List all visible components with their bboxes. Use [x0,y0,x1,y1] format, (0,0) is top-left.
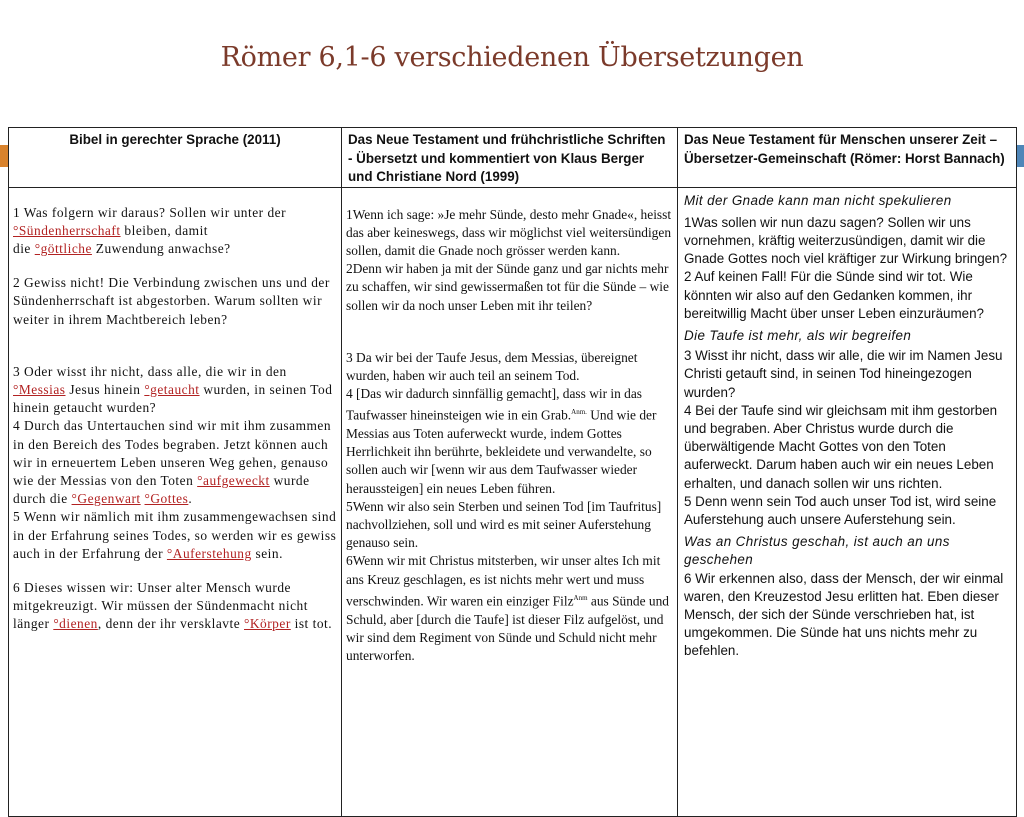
verse-text: Und wie der Messias aus Toten auferweckt wurde, indem Gottes Herrlichkeit ihn berührte, bekleidete und verwandelte, so sollen auch wir [wenn wir aus dem Taufwasser wieder heraussteigen] ein neues Leben führen. [346,407,657,496]
verse-text: bleiben, damit [120,222,209,238]
verse-text: 6 Dieses wissen wir: Unser alter Mensch wurde mitgekreuzigt. Wir müssen der Sündenmacht nicht länger [13,579,308,632]
verse-6 [346,552,673,665]
verse-3 [13,363,337,418]
header-cell-2 [342,128,678,188]
verse-1: 1Was sollen wir nun dazu sagen? Sollen wir uns vornehmen, kräftig weiterzusündigen, damit wir die Gnade Gottes noch viel kräftiger zur Wirkung bringen? [684,214,1008,267]
header-menschen-unserer-zeit: Das Neue Testament für Menschen unserer Zeit – Übersetzer-Gemeinschaft (Römer: Horst Bannach) [684,132,1005,166]
glossary-link[interactable]: °göttliche [34,240,92,256]
verse-6 [13,579,337,634]
glossary-link[interactable]: °Gegenwart [71,491,141,507]
verse-text: . [188,491,193,507]
verse-text: , denn der ihr versklavte [97,616,244,632]
verse-text: 4 Durch das Untertauchen sind wir mit ihm zusammen in den Bereich des Todes begraben. Jetzt können auch wir in erneuertem Leben unseren Weg gehen, genauso wie der Messias von den Toten [13,418,332,488]
page-title: Römer 6,1-6 verschiedenen Übersetzungen [220,42,804,73]
verse-3: 3 Da wir bei der Taufe Jesus, dem Messias, übereignet wurden, haben wir auch teil an seinem Tod. [346,349,638,383]
header-cell-3 [678,128,1017,188]
verse-text: 5 Wenn wir nämlich mit ihm zusammengewachsen sind in der Erfahrung seines Todes, so werden wir es gewiss auch in der Erfahrung der [13,509,337,561]
verse-6: 6 Wir erkennen also, dass der Mensch, der wir einmal waren, den Kreuzestod Jesu erlitten hat. Eben dieser Mensch, der sich der Sünde verschrieben hat, ist umgekommen. Die Sünde hat uns nichts mehr zu befehlen. [684,570,1004,659]
verse-5: 5 Denn wenn sein Tod auch unser Tod ist, wird seine Auferstehung auch unsere Auferstehung sein. [684,493,997,527]
verse-text: Jesus hinein [65,381,145,397]
section-heading: Die Taufe ist mehr, als wir begreifen [684,327,912,343]
verse-text: 4 [Das wir dadurch sinnfällig gemacht], dass wir in das Taufwasser hineinsteigen wie in ein Grab. [346,386,643,423]
header-bigs: Bibel in gerechter Sprache (2011) [69,132,281,147]
glossary-link[interactable]: °Gottes [144,491,189,507]
verse-1: 1Wenn ich sage: »Je mehr Sünde, desto mehr Gnade«, heisst das aber keineswegs, dass wir möglichst viel weitersündigen sollen, damit die Gnade noch grösser werden kann. [346,206,672,258]
verse-text: wurde durch die [13,472,310,507]
verse-2: 2 Auf keinen Fall! Für die Sünde sind wir tot. Wie könnten wir also auf den Gedanken kommen, ihr bereitwillig Macht über unser Leben einzuräumen? [684,269,984,321]
verse-text: wurden, in seinen Tod hinein getaucht wurden? [13,381,333,416]
verse-text: sein. [251,545,283,561]
column-bigs [9,187,342,816]
verse-3: 3 Wisst ihr nicht, dass wir alle, die wir im Namen Jesu Christi getauft sind, in seinen Tod hineingezogen wurden? [684,348,1003,400]
decorative-accent-right [1016,145,1024,167]
column-menschen-unserer-zeit [678,187,1017,816]
column-berger-nord [342,187,678,816]
header-berger-nord: Das Neue Testament und frühchristliche Schriften - Übersetzt und kommentiert von Klaus Berger und Christiane Nord (1999) [348,132,666,184]
verse-5 [13,508,337,563]
verse-4 [13,417,337,508]
glossary-link[interactable]: °Auferstehung [166,545,252,561]
footnote-marker: Anm [573,593,588,602]
verse-text: ist tot. [290,616,333,632]
verse-text: 6Wenn wir mit Christus mitsterben, wir unser altes Ich mit ans Kreuz geschlagen, es ist nichts mehr wert und muss verschwinden. Wir waren ein einziger Filz [346,553,661,609]
verse-1 [13,204,337,259]
verse-2: 2Denn wir haben ja mit der Sünde ganz und gar nichts mehr zu schaffen, wir sind gewissermaßen tot für die Sünde – wie sollen wir da noch unser Leben mit ihr teilen? [346,261,669,313]
verse-5: 5Wenn wir also sein Sterben und seinen Tod [im Taufritus] nachvollziehen, soll und wird es mit seiner Auferstehung genauso sein. [346,498,662,551]
glossary-link[interactable]: °aufgeweckt [197,472,270,488]
verse-text: 1 Was folgern wir daraus? Sollen wir unter der [13,204,287,220]
glossary-link[interactable]: °dienen [53,616,98,632]
verse-text: aus Sünde und Schuld, aber [durch die Taufe] ist dieser Filz aufgelöst, und wir sind dem Regiment von Sünde und Schuld nicht mehr unterworfen. [346,593,669,663]
verse-4: 4 Bei der Taufe sind wir gleichsam mit ihm gestorben und begraben. Aber Christus wurde durch die überwältigende Macht Gottes von den Toten auferweckt. Darum haben auch wir ein neues Leben erhalten, und danach sollen wir uns richten. [684,402,998,491]
footnote-marker: Anm. [571,408,587,417]
header-cell-1 [9,128,342,188]
translation-comparison-table [8,127,1017,817]
glossary-link[interactable]: °getaucht [144,381,200,397]
table-header-row [9,128,1017,188]
section-heading: Mit der Gnade kann man nicht spekulieren [684,192,952,208]
table-body-row [9,187,1017,816]
verse-text: Zuwendung anwachse? [91,240,231,256]
verse-text: 3 Oder wisst ihr nicht, dass alle, die wir in den [13,363,287,379]
decorative-accent-left [0,145,8,167]
verse-text: die [13,240,35,256]
section-heading: Was an Christus geschah, ist auch an uns geschehen [684,534,950,568]
glossary-link[interactable]: °Körper [244,616,291,632]
verse-4 [346,385,673,498]
glossary-link[interactable]: °Messias [13,381,66,397]
verse-2: 2 Gewiss nicht! Die Verbindung zwischen uns und der Sündenherrschaft ist abgestorben. Warum sollten wir weiter in ihrem Machtbereich leben? [13,275,330,327]
glossary-link[interactable]: °Sündenherrschaft [13,222,121,238]
